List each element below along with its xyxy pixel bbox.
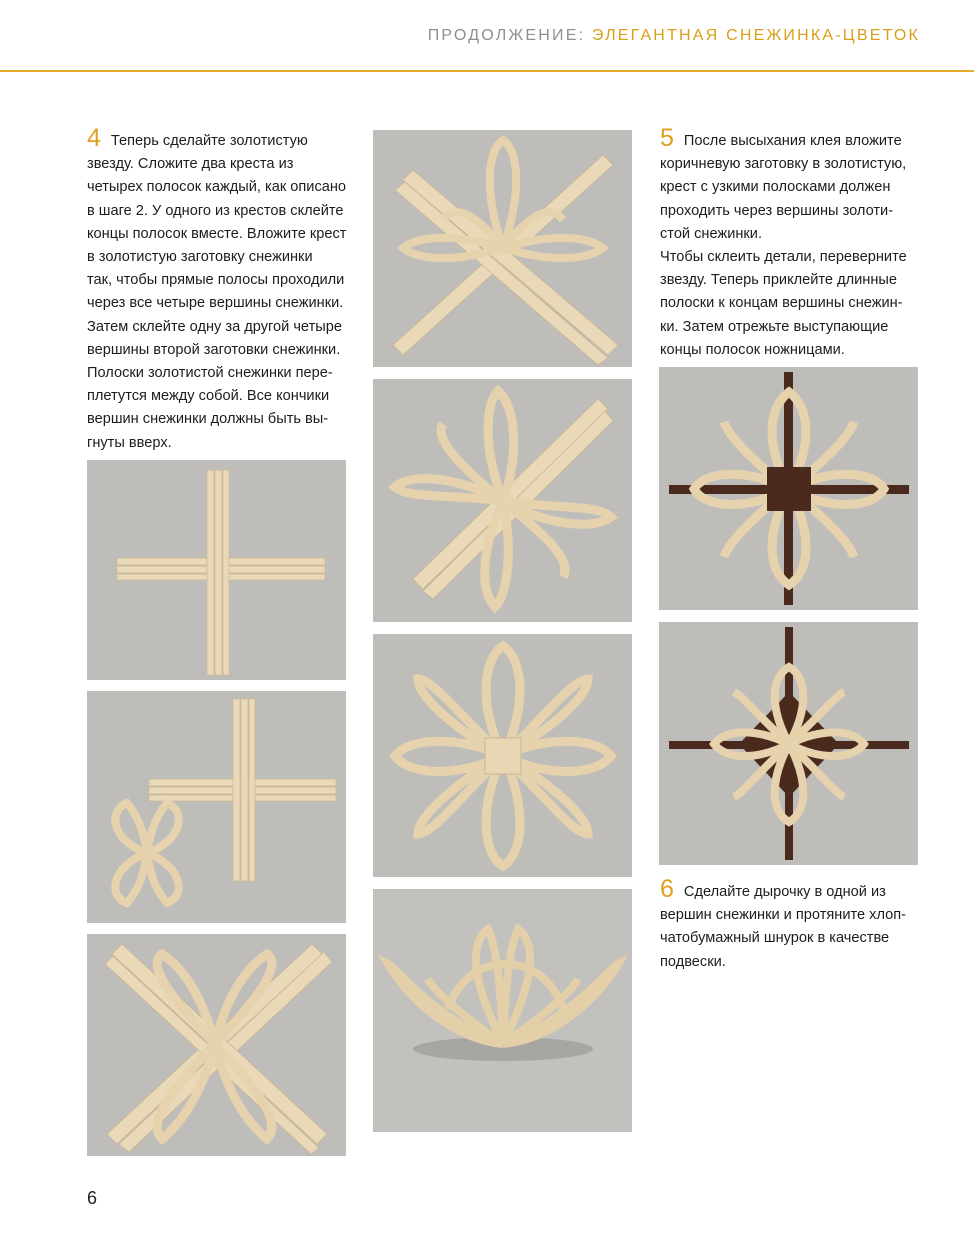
step-4-number: 4: [87, 124, 101, 152]
photo-star-rotated: [373, 379, 632, 622]
step-6-number: 6: [660, 875, 674, 903]
photo-finished-snowflake: [659, 622, 918, 865]
photo-star-front: [87, 934, 346, 1156]
photo-cross-strips: [87, 460, 346, 680]
running-title-prefix: ПРОДОЛЖЕНИЕ:: [427, 27, 586, 44]
step-5-number: 5: [660, 124, 674, 152]
photo-cross-and-petals: [87, 691, 346, 923]
step-4-text: Теперь сделайте золотистую звезду. Сложите два креста из четырех полосок каждый, как описано в шаге 2. У одного из крестов склейте концы полосок вместе. Вложите крест в золотистую заготовку снежинки так, чтобы прямые полосы проходили через все четыре вершины снежинки. Затем склейте одну за другой четыре вершины второй заготовки снежинки. Полоски золотистой снежинки пере- плетутся между собой. Все кончики вершин снежинки должны быть вы- гнуты вверх.: [87, 133, 347, 451]
step-5: [660, 124, 922, 362]
page-header: [0, 0, 974, 72]
running-title: [428, 27, 920, 45]
photo-star-flower: [373, 634, 632, 877]
photo-star-side: [373, 889, 632, 1132]
step-6-text: Сделайте дырочку в одной из вершин снежинки и протяните хлоп- чатобумажный шнурок в качестве подвески.: [660, 884, 907, 970]
running-title-name: ЭЛЕГАНТНАЯ СНЕЖИНКА-ЦВЕТОК: [591, 27, 920, 44]
step-6: [660, 875, 922, 974]
photo-brown-inserted: [659, 367, 918, 610]
step-4: [87, 124, 349, 455]
photo-star-woven: [373, 130, 632, 367]
page-number: 6: [87, 1188, 98, 1208]
step-5-text: После высыхания клея вложите коричневую заготовку в золотистую, крест с узкими полосками должен проходить через вершины золоти- стой снежинки. Чтобы склеить детали, переверните звезду. Теперь приклейте длинные полоски к концам вершины снежин- ки. Затем отрежьте выступающие концы полосок ножницами.: [660, 133, 907, 358]
